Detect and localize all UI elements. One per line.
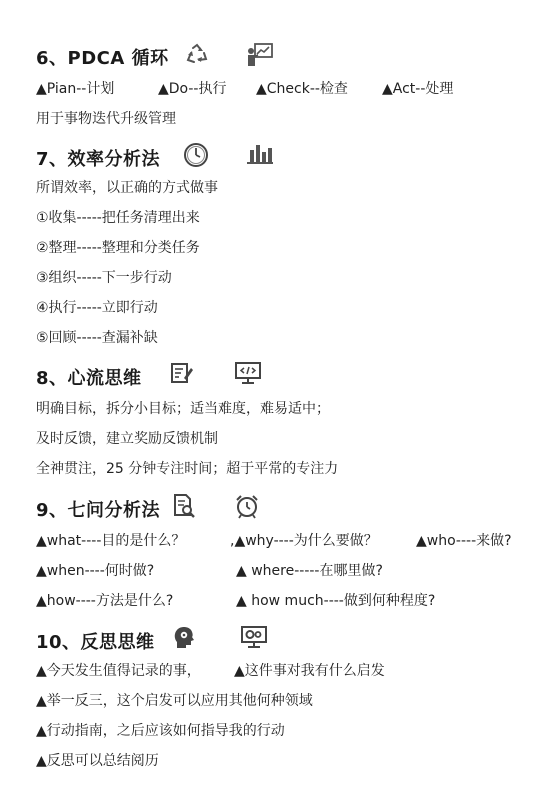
flow-line-1: 明确目标，拆分小目标；适当难度，难易适中； (36, 401, 330, 417)
alarm-clock-icon (234, 493, 260, 519)
seven-q-how: ▲how----方法是什么? (36, 593, 174, 609)
seven-q-where: ▲ where-----在哪里做? (236, 563, 383, 579)
efficiency-step-4: ④执行-----立即行动 (36, 300, 158, 316)
document-search-icon (172, 493, 196, 519)
flow-line-3: 全神贯注，25 分钟专注时间；超于平常的专注力 (36, 461, 339, 477)
efficiency-step-1: ①收集-----把任务清理出来 (36, 210, 200, 226)
efficiency-step-3: ③组织-----下一步行动 (36, 270, 172, 286)
section-6-title: 6、PDCA 循环 (36, 48, 169, 69)
monitor-gears-icon (240, 625, 268, 649)
efficiency-intro: 所谓效率，以正确的方式做事 (36, 180, 218, 196)
bar-chart-icon (246, 142, 274, 166)
presentation-chart-icon (246, 42, 274, 68)
reflect-line-1b: ▲这件事对我有什么启发 (234, 663, 385, 679)
section-7-title: 7、效率分析法 (36, 149, 161, 170)
reflect-line-2: ▲举一反三，这个启发可以应用其他何种领域 (36, 693, 313, 709)
code-monitor-icon (234, 361, 262, 385)
flow-line-2: 及时反馈，建立奖励反馈机制 (36, 431, 218, 447)
efficiency-step-2: ②整理-----整理和分类任务 (36, 240, 200, 256)
head-gear-icon (172, 624, 196, 650)
reflect-line-1a: ▲今天发生值得记录的事， (36, 663, 201, 679)
seven-q-what: ▲what----目的是什么？ (36, 533, 186, 549)
section-10-title: 10、反思思维 (36, 632, 155, 653)
pdca-note: 用于事物迭代升级管理 (36, 111, 176, 127)
reflect-line-4: ▲反思可以总结阅历 (36, 753, 159, 769)
seven-q-who: ▲who----来做? (416, 533, 512, 549)
seven-q-when: ▲when----何时做? (36, 563, 155, 579)
seven-q-how-much: ▲ how much----做到何种程度? (236, 593, 436, 609)
pdca-do: ▲Do--执行 (158, 81, 227, 97)
reflect-line-3: ▲行动指南，之后应该如何指导我的行动 (36, 723, 285, 739)
section-9-title: 9、七问分析法 (36, 500, 161, 521)
efficiency-step-5: ⑤回顾-----查漏补缺 (36, 330, 158, 346)
section-8-title: 8、心流思维 (36, 368, 142, 389)
recycle-icon (184, 42, 210, 68)
pdca-check: ▲Check--检查 (256, 81, 348, 97)
pdca-act: ▲Act--处理 (382, 81, 454, 97)
pdca-plan: ▲Pian--计划 (36, 81, 115, 97)
clock-icon (183, 142, 209, 168)
seven-q-why: ,▲why----为什么要做？ (230, 533, 378, 549)
checklist-edit-icon (170, 361, 194, 385)
